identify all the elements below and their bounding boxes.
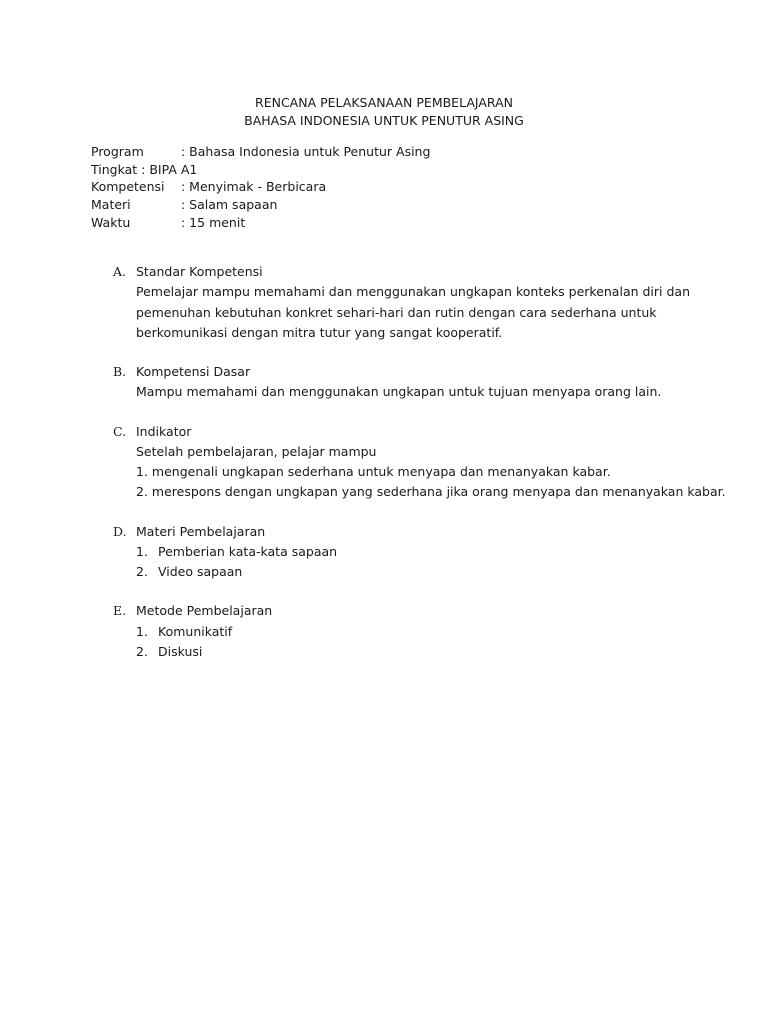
info-materi-label: Materi [91, 197, 131, 212]
document-title-line1: RENCANA PELAKSANAAN PEMBELAJARAN [255, 95, 513, 110]
section-d-item-text: Pemberian kata-kata sapaan [158, 544, 338, 559]
section-d-heading: Materi Pembelajaran [136, 524, 266, 539]
section-c-letter: C. [113, 424, 127, 439]
section-d-letter: D. [113, 524, 127, 539]
info-kompetensi [91, 179, 326, 195]
section-e-item-text: Komunikatif [158, 624, 233, 639]
section-a-heading: Standar Kompetensi [136, 264, 263, 279]
info-program-label: Program [91, 144, 144, 159]
section-e-item-number: 2. [136, 644, 148, 659]
section-e-item-number: 1. [136, 624, 148, 639]
section-e-heading: Metode Pembelajaran [136, 603, 273, 618]
info-waktu-label: Waktu [91, 215, 131, 230]
section-a-line: berkomunikasi dengan mitra tutur yang sangat kooperatif. [136, 325, 503, 340]
section-b-letter: B. [113, 364, 127, 379]
info-program [91, 144, 430, 160]
section-d-item-text: Video sapaan [158, 564, 243, 579]
info-program-value: : Bahasa Indonesia untuk Penutur Asing [181, 144, 431, 159]
info-kompetensi-label: Kompetensi [91, 179, 165, 194]
section-c-line: 1. mengenali ungkapan sederhana untuk menyapa dan menanyakan kabar. [136, 464, 611, 479]
info-waktu-value: : 15 menit [181, 215, 246, 230]
info-tingkat-label: Tingkat [91, 162, 138, 177]
section-c-line: Setelah pembelajaran, pelajar mampu [136, 444, 377, 459]
section-b-heading: Kompetensi Dasar [136, 364, 251, 379]
info-tingkat [91, 162, 197, 178]
section-a-line: pemenuhan kebutuhan konkret sehari-hari dan rutin dengan cara sederhana untuk [136, 305, 657, 320]
section-e-item-text: Diskusi [158, 644, 203, 659]
section-c-line: 2. merespons dengan ungkapan yang sederhana jika orang menyapa dan menanyakan kabar. [136, 484, 726, 499]
section-b-line: Mampu memahami dan menggunakan ungkapan untuk tujuan menyapa orang lain. [136, 384, 662, 399]
info-kompetensi-value: : Menyimak - Berbicara [181, 179, 327, 194]
section-d-item-number: 2. [136, 564, 148, 579]
section-d-item-number: 1. [136, 544, 148, 559]
section-c-heading: Indikator [136, 424, 192, 439]
section-a-line: Pemelajar mampu memahami dan menggunakan ungkapan konteks perkenalan diri dan [136, 284, 691, 299]
info-waktu [91, 215, 245, 231]
info-tingkat-value: : BIPA A1 [141, 162, 198, 177]
info-materi [91, 197, 277, 213]
section-e-letter: E. [113, 603, 127, 618]
section-a-letter: A. [113, 264, 127, 279]
info-materi-value: : Salam sapaan [181, 197, 278, 212]
document-title-line2: BAHASA INDONESIA UNTUK PENUTUR ASING [244, 113, 524, 128]
